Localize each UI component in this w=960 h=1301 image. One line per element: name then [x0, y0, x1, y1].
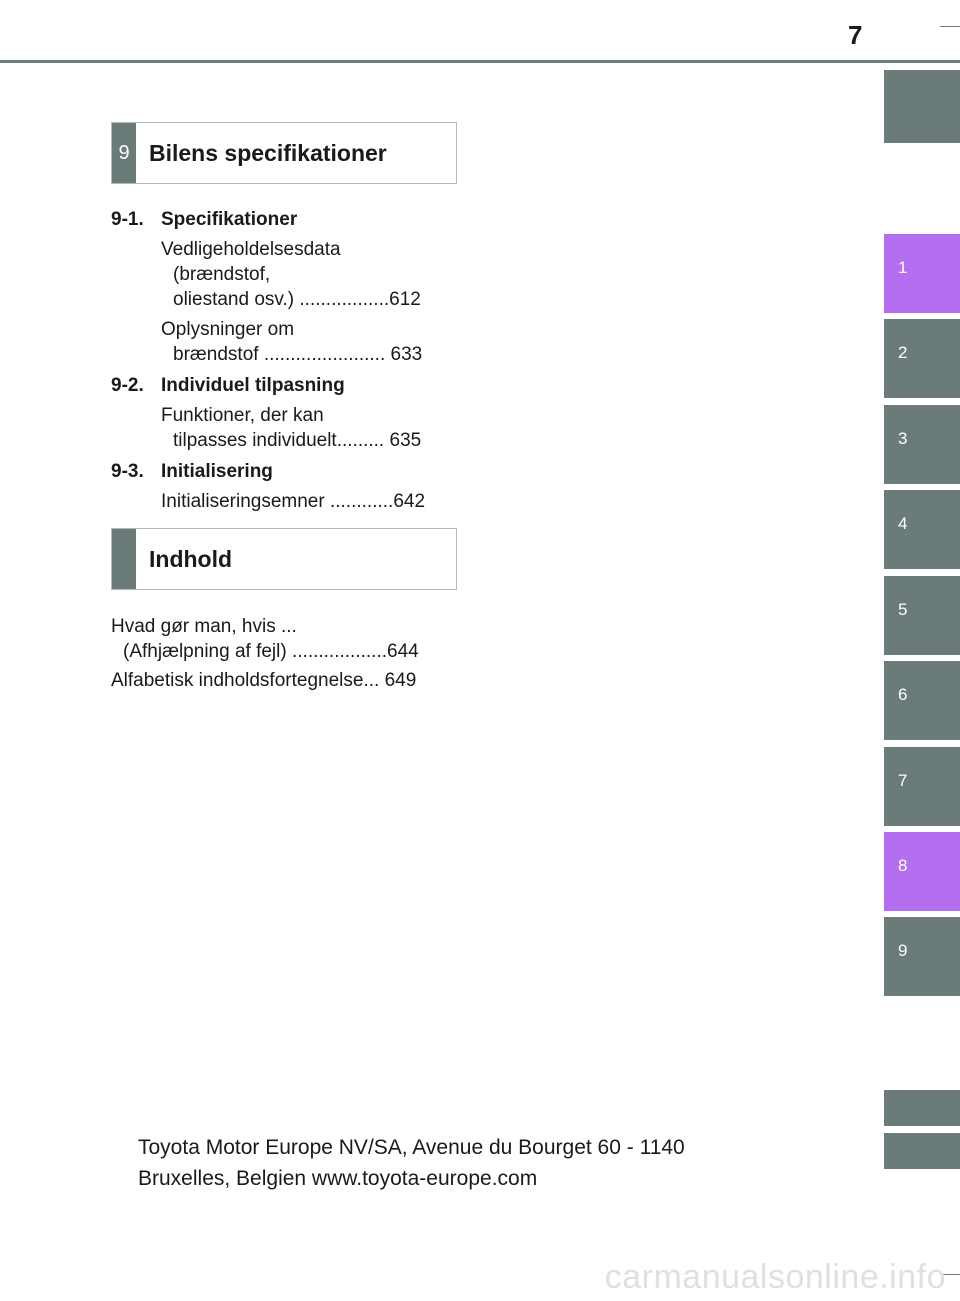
section-title: Indhold	[149, 546, 233, 572]
crop-mark	[940, 26, 960, 27]
side-tab-9[interactable]: 9	[884, 917, 960, 996]
toc-entry-text[interactable]: Funktioner, der kan	[161, 405, 324, 426]
page-ref: 635	[389, 430, 422, 451]
publisher-footer	[138, 1132, 685, 1194]
page-ref: 649	[384, 670, 417, 691]
page-ref: 612	[389, 289, 421, 310]
side-tab-blank[interactable]	[884, 1133, 960, 1169]
side-tab-blank[interactable]	[884, 70, 960, 143]
side-tab-1[interactable]: 1	[884, 234, 960, 313]
toc-entry-line[interactable]: (Afhjælpning af fejl) ..................644	[123, 641, 419, 662]
section-header-index	[111, 528, 457, 590]
section-title: Bilens specifikationer	[149, 140, 387, 166]
subsection-title: Initialisering	[161, 461, 273, 482]
toc-entry-line[interactable]: tilpasses individuelt......... 635	[173, 430, 422, 451]
side-tab-blank[interactable]	[884, 1090, 960, 1126]
toc-entry-text[interactable]: Hvad gør man, hvis ...	[111, 616, 297, 637]
subsection-title: Specifikationer	[161, 209, 298, 230]
dot-leader: ...	[363, 670, 380, 691]
side-tab-5[interactable]: 5	[884, 576, 960, 655]
subsection-number: 9-1.	[111, 209, 144, 230]
section-header-specs	[111, 122, 457, 184]
toc-entry-text[interactable]: Vedligeholdelsesdata	[161, 239, 341, 260]
side-tab-4[interactable]: 4	[884, 490, 960, 569]
dot-leader: .........	[336, 430, 385, 451]
footer-line: Bruxelles, Belgien www.toyota-europe.com	[138, 1167, 538, 1190]
side-tab-3[interactable]: 3	[884, 405, 960, 484]
subsection-title: Individuel tilpasning	[161, 375, 345, 396]
dot-leader: .................	[299, 289, 390, 310]
subsection-number: 9-3.	[111, 461, 144, 482]
page-ref: 644	[387, 641, 419, 662]
dot-leader: ............	[329, 491, 394, 512]
watermark: carmanualsonline.info	[604, 1258, 946, 1296]
footer-line: Toyota Motor Europe NV/SA, Avenue du Bourget 60 - 1140	[138, 1136, 685, 1159]
section-marker	[112, 529, 136, 589]
dot-leader: ..................	[291, 641, 388, 662]
page-ref: 633	[390, 344, 423, 365]
page-ref: 642	[393, 491, 426, 512]
subsection-number: 9-2.	[111, 375, 144, 396]
top-rule	[0, 60, 960, 63]
toc-entry-line[interactable]: Initialiseringsemner ............642	[161, 491, 426, 512]
toc-entry-text[interactable]: (brændstof,	[173, 264, 271, 285]
side-tab-2[interactable]: 2	[884, 319, 960, 398]
toc-entry-line[interactable]: Alfabetisk indholdsfortegnelse... 649	[111, 670, 417, 691]
section-number: 9	[112, 123, 136, 183]
side-tab-7[interactable]: 7	[884, 747, 960, 826]
page-number: 7	[848, 20, 863, 50]
dot-leader: .......................	[263, 344, 386, 365]
toc-entry-line[interactable]: brændstof ....................... 633	[173, 344, 423, 365]
side-tab-8[interactable]: 8	[884, 832, 960, 911]
side-tab-6[interactable]: 6	[884, 661, 960, 740]
toc-entry-text[interactable]: Oplysninger om	[161, 319, 295, 340]
toc-entry-line[interactable]: oliestand osv.) .................612	[173, 289, 421, 310]
